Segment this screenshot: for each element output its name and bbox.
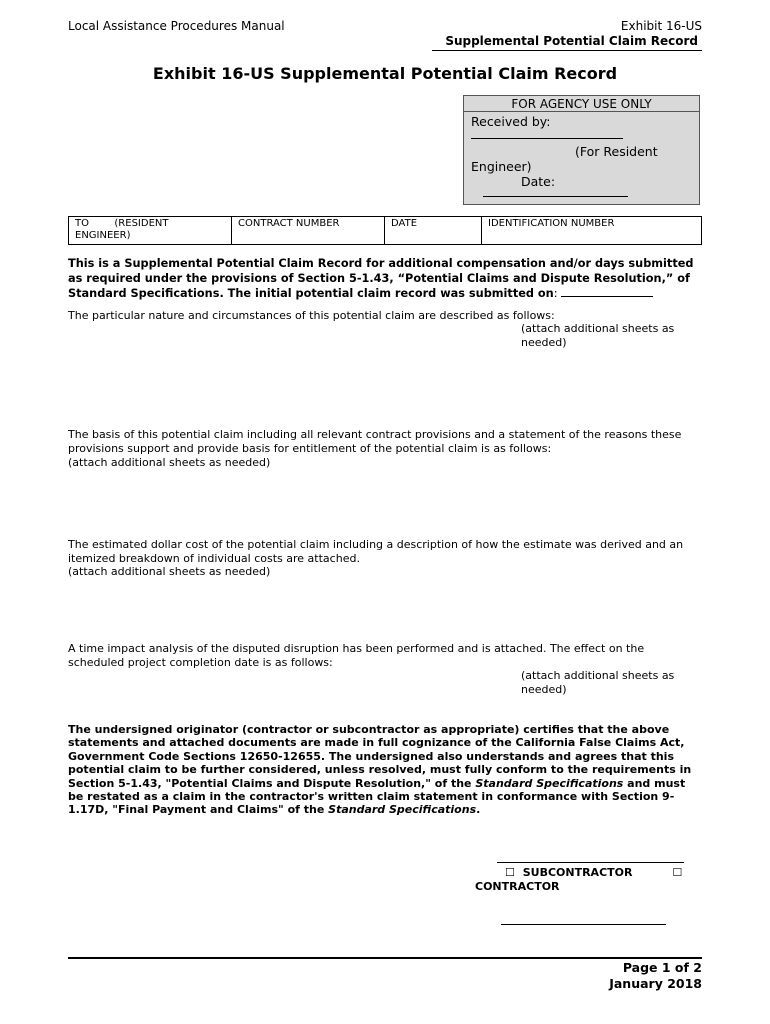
date-label: Date:	[521, 174, 556, 189]
time-impact-prompt: A time impact analysis of the disputed disruption has been performed and is attached. The effect on the scheduled project completion date is as follows:	[68, 642, 645, 669]
time-attach-note	[521, 669, 674, 697]
intro-statement	[68, 256, 708, 301]
basis-prompt: The basis of this potential claim including all relevant contract provisions and a statement of the reasons these provisions support and provide basis for entitlement of the potential claim is as follows:	[68, 428, 682, 455]
intro-colon: :	[553, 287, 558, 300]
cost-attach-note: (attach additional sheets as needed)	[68, 565, 271, 578]
received-by-field[interactable]	[471, 129, 623, 139]
footer-rule	[68, 957, 702, 959]
agency-use-box	[463, 95, 700, 205]
info-table	[68, 216, 702, 245]
standard-specifications-ref-2: Standard Specifications	[328, 803, 477, 817]
cost-prompt: The estimated dollar cost of the potential claim including a description of how the estimate was derived and an itemized breakdown of individual costs are attached.	[68, 538, 684, 565]
time-attach-note-line2: needed)	[521, 683, 567, 696]
revision-date: January 2018	[609, 976, 702, 991]
contractor-checkbox[interactable]: ☐	[672, 866, 683, 879]
agency-box-body	[471, 114, 696, 197]
contract-number-label: CONTRACT NUMBER	[238, 218, 340, 229]
to-label: TO (RESIDENT ENGINEER)	[75, 218, 172, 241]
footer	[609, 960, 702, 992]
nature-attach-note	[521, 322, 674, 350]
identification-number-label: IDENTIFICATION NUMBER	[488, 218, 615, 229]
manual-title: Local Assistance Procedures Manual	[68, 19, 285, 33]
nature-attach-note-line1: (attach additional sheets as	[521, 322, 675, 335]
certification-part2: and must be restated as a claim in the contractor's written claim statement in conformance with Section 9-1.17D, "Final Payment and Claims" of the	[68, 776, 686, 817]
agency-box-heading: FOR AGENCY USE ONLY	[464, 97, 699, 112]
date-column-label: DATE	[391, 218, 418, 229]
basis-attach-note: (attach additional sheets as needed)	[68, 456, 271, 469]
originator-signature-line[interactable]	[497, 862, 684, 863]
agency-date-field[interactable]	[483, 189, 628, 197]
engineer-label: Engineer)	[471, 159, 532, 174]
header-subtitle: Supplemental Potential Claim Record	[445, 34, 698, 48]
date-signature-line[interactable]	[501, 924, 666, 925]
intro-text: This is a Supplemental Potential Claim Record for additional compensation and/or days submitted as required under the provisions of Section 5-1.43, “Potential Claims and Dispute Resolution,” of Standard Specifications. The initial potential claim record was submitted on	[68, 257, 694, 300]
originator-type-selector	[475, 866, 705, 894]
nature-prompt: The particular nature and circumstances of this potential claim are described as follows:	[68, 309, 555, 322]
subcontractor-checkbox[interactable]: ☐	[505, 866, 515, 879]
page-title: Exhibit 16-US Supplemental Potential Claim Record	[152, 64, 618, 83]
page-number: Page 1 of 2	[622, 960, 702, 975]
exhibit-number: Exhibit 16-US	[620, 19, 702, 33]
to-resident-engineer-cell[interactable]	[69, 217, 232, 245]
certification-end: .	[476, 803, 481, 817]
standard-specifications-ref: Standard Specifications	[475, 776, 624, 790]
time-attach-note-line1: (attach additional sheets as	[521, 669, 675, 682]
initial-submission-date-field[interactable]	[561, 286, 653, 297]
subcontractor-label: SUBCONTRACTOR	[522, 866, 633, 879]
contractor-label: CONTRACTOR	[475, 880, 560, 893]
date-cell[interactable]	[385, 217, 482, 245]
certification-part1: The undersigned originator (contractor or subcontractor as appropriate) certifies that the above statements and attached documents are made in full cognizance of the California False Claims Act, Government Code Sections 12650-12655. The undersigned also understands and agrees that this potential claim to be further considered, unless resolved, must fully conform to the requirements in Section 5-1.43, "Potential Claims and Dispute Resolution," of the	[68, 723, 692, 790]
header-rule	[432, 50, 702, 51]
certification-statement	[68, 723, 698, 817]
contract-number-cell[interactable]	[232, 217, 385, 245]
for-resident-label: (For Resident	[575, 144, 658, 159]
identification-number-cell[interactable]	[482, 217, 702, 245]
received-by-label: Received by:	[471, 114, 551, 129]
nature-attach-note-line2: needed)	[521, 336, 567, 349]
